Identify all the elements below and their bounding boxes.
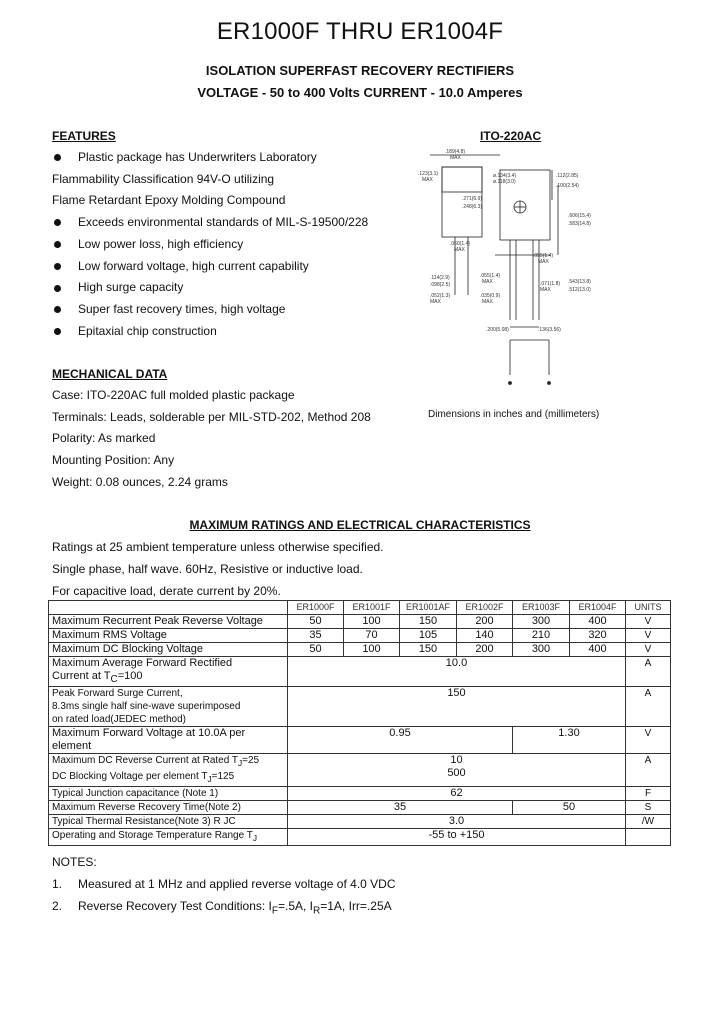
svg-text:.512(13.0): .512(13.0)	[568, 287, 591, 293]
package-body	[442, 167, 482, 237]
svg-text:.271(6.9): .271(6.9)	[462, 196, 483, 202]
ratings-intro-line: Single phase, half wave. 60Hz, Resistive or inductive load.	[52, 562, 363, 576]
svg-text:.189(4.8): .189(4.8)	[445, 149, 466, 155]
column-header: UNITS	[626, 601, 671, 615]
table-row: Maximum Recurrent Peak Reverse Voltage 50 100 150 200 300 400 V	[49, 615, 671, 629]
notes-heading: NOTES:	[52, 855, 97, 869]
ratings-heading: MAXIMUM RATINGS AND ELECTRICAL CHARACTERISTICS	[189, 518, 531, 532]
feature-item: Plastic package has Underwriters Laboratory	[52, 150, 317, 164]
svg-text:MAX: MAX	[430, 299, 441, 305]
table-row: Maximum RMS Voltage 35 70 105 140 210 320 V	[49, 629, 671, 643]
table-row: Typical Junction capacitance (Note 1) 62 F	[49, 787, 671, 801]
mechanical-item: Weight: 0.08 ounces, 2.24 grams	[52, 474, 228, 489]
mechanical-item: Case: ITO-220AC full molded plastic package	[52, 388, 295, 402]
package-tab	[442, 167, 482, 192]
note-2: 2. Reverse Recovery Test Conditions: $I_F=.5A$, $I_R=1A$, Irr=.25A	[52, 899, 392, 917]
table-row: Maximum Average Forward Rectified Current at $T_C=100$ 10.0 A	[49, 657, 671, 687]
feature-item: Flame Retardant Epoxy Molding Compound	[52, 193, 286, 208]
svg-text:.055(1.4): .055(1.4)	[480, 273, 501, 279]
svg-text:.583(14.8): .583(14.8)	[568, 221, 591, 227]
svg-text:.606(15.4): .606(15.4)	[568, 213, 591, 219]
table-row: Maximum DC Reverse Current at Rated $T_J=25$ DC Blocking Voltage per element $T_J=125$ 10 500 A	[49, 754, 671, 787]
ratings-intro-line: For capacitive load, derate current by 20%.	[52, 584, 281, 598]
table-header-row	[49, 601, 671, 615]
svg-text:.114(2.9): .114(2.9)	[430, 275, 450, 281]
table-row: Peak Forward Surge Current, 8.3ms single half sine-wave superimposed on rated load(JEDEC method) 150 A	[49, 687, 671, 727]
feature-item: Flammability Classification 94V-O utilizing	[52, 171, 275, 186]
svg-text:MAX: MAX	[450, 155, 461, 161]
bullet-icon	[52, 215, 78, 229]
table-row: Operating and Storage Temperature Range $T_J$ -55 to +150	[49, 829, 671, 846]
features-heading: FEATURES	[52, 129, 116, 143]
svg-text:.112(2.85): .112(2.85)	[556, 173, 579, 179]
svg-text:.052(1.3): .052(1.3)	[430, 293, 451, 299]
table-row: Typical Thermal Resistance(Note 3) R JC 3.0 /W	[49, 815, 671, 829]
table-row: Maximum Forward Voltage at 10.0A per element 0.95 1.30 V	[49, 727, 671, 754]
bullet-icon	[52, 259, 78, 273]
column-header: ER1001F	[344, 601, 400, 615]
ratings-intro-line: Ratings at 25 ambient temperature unless otherwise specified.	[52, 540, 384, 554]
svg-text:.060(1.4): .060(1.4)	[450, 241, 471, 247]
svg-text:MAX: MAX	[540, 287, 551, 293]
svg-text:.543(13.8): .543(13.8)	[568, 279, 591, 285]
feature-item: Super fast recovery times, high voltage	[52, 302, 285, 316]
feature-item: Low power loss, high efficiency	[52, 237, 243, 251]
svg-text:ø.118(3.0): ø.118(3.0)	[493, 179, 516, 185]
column-header: ER1001AF	[400, 601, 457, 615]
svg-text:.100(2.54): .100(2.54)	[556, 183, 579, 189]
svg-text:.071(1.8): .071(1.8)	[540, 281, 561, 287]
mechanical-item: Mounting Position: Any	[52, 453, 175, 468]
feature-item: Epitaxial chip construction	[52, 324, 217, 338]
feature-item: High surge capacity	[52, 280, 183, 294]
column-header: ER1002F	[457, 601, 513, 615]
dimensions-caption: Dimensions in inches and (millimeters)	[428, 409, 600, 420]
svg-text:MAX: MAX	[422, 177, 433, 183]
bullet-icon	[52, 237, 78, 251]
bullet-icon	[52, 280, 78, 294]
mechanical-heading: MECHANICAL DATA	[52, 367, 168, 381]
svg-text:.035(0.9): .035(0.9)	[480, 293, 501, 299]
note-1: 1. Measured at 1 MHz and applied reverse voltage of 4.0 VDC	[52, 877, 396, 891]
svg-text:MAX: MAX	[538, 259, 549, 265]
svg-text:MAX: MAX	[482, 299, 493, 305]
feature-item: Exceeds environmental standards of MIL-S-19500/228	[52, 215, 368, 229]
package-heading: ITO-220AC	[480, 129, 542, 143]
document-subtitle: ISOLATION SUPERFAST RECOVERY RECTIFIERS	[205, 63, 515, 78]
table-row: Maximum Reverse Recovery Time(Note 2) 35 50 S	[49, 801, 671, 815]
ratings-table	[48, 600, 671, 846]
column-header: ER1004F	[570, 601, 626, 615]
bullet-icon	[52, 150, 78, 164]
svg-text:.200(5.08): .200(5.08)	[486, 327, 509, 333]
bullet-icon	[52, 302, 78, 316]
voltage-current-summary: VOLTAGE - 50 to 400 Volts CURRENT - 10.0 Amperes	[197, 85, 523, 100]
mechanical-item: Polarity: As marked	[52, 431, 156, 446]
svg-text:.248(6.3): .248(6.3)	[462, 204, 483, 210]
bullet-icon	[52, 324, 78, 338]
svg-text:MAX: MAX	[454, 247, 465, 253]
feature-item: Low forward voltage, high current capability	[52, 259, 309, 273]
column-header: ER1000F	[288, 601, 344, 615]
svg-text:.055(1.4): .055(1.4)	[533, 253, 554, 259]
svg-text:ø.134(3.4): ø.134(3.4)	[493, 173, 517, 179]
package-outline-drawing	[410, 145, 610, 405]
svg-text:MAX: MAX	[482, 279, 493, 285]
table-row: Maximum DC Blocking Voltage 50 100 150 200 300 400 V	[49, 643, 671, 657]
document-title: ER1000F THRU ER1004F	[216, 18, 504, 45]
svg-text:.098(2.5): .098(2.5)	[430, 282, 451, 288]
mechanical-item: Terminals: Leads, solderable per MIL-STD-202, Method 208	[52, 409, 371, 424]
svg-text:.123(3.1): .123(3.1)	[418, 171, 439, 177]
column-header: ER1003F	[513, 601, 570, 615]
svg-text:.136(3.56): .136(3.56)	[538, 327, 561, 333]
